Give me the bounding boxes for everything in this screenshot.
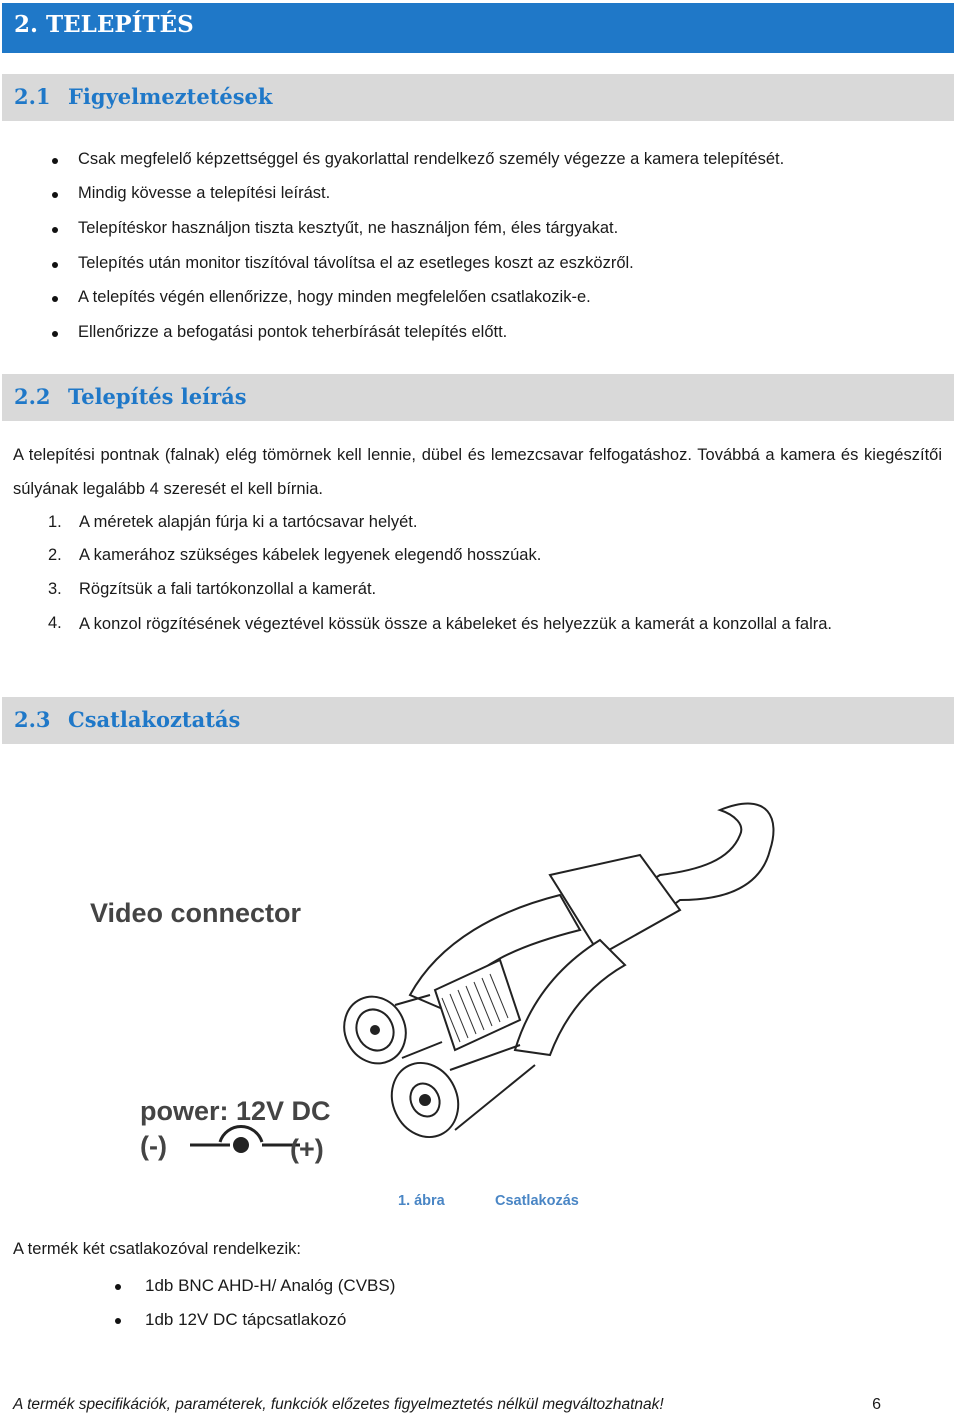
install-intro: A telepítési pontnak (falnak) elég tömörnek kell lennie, dübel és lemezcsavar felfogatáshoz. Továbbá a kamera és kiegészítői súlyának legalább 4 szeresét el kell bírnia.	[13, 446, 942, 498]
caption-title: Csatlakozás	[495, 1193, 579, 1209]
section-title: Telepítés leírás	[68, 384, 247, 409]
plus-label: (+)	[290, 1134, 324, 1164]
connector-illustration	[80, 780, 820, 1180]
bullet-icon	[52, 331, 58, 337]
bullet-icon	[52, 296, 58, 302]
section-heading-install	[2, 374, 954, 421]
section-number: 2.2	[14, 384, 51, 409]
list-item: Telepítés után monitor tiszítóval távolítsa el az esetleges koszt az eszközről.	[78, 254, 634, 273]
bullet-icon	[115, 1318, 121, 1324]
list-item: 1db 12V DC tápcsatlakozó	[145, 1310, 346, 1330]
chapter-heading	[2, 3, 954, 53]
section-number: 2.3	[14, 707, 51, 732]
power-label: power: 12V DC	[140, 1096, 331, 1126]
bullet-icon	[52, 262, 58, 268]
minus-label: (-)	[140, 1131, 167, 1161]
section-heading-warnings	[2, 74, 954, 121]
list-item: Telepítéskor használjon tiszta kesztyűt, ne használjon fém, éles tárgyakat.	[78, 219, 618, 238]
list-item: Mindig kövesse a telepítési leírást.	[78, 184, 330, 203]
figure-caption	[398, 1193, 579, 1209]
list-item: Ellenőrizze a befogatási pontok teherbírását telepítés előtt.	[78, 323, 507, 342]
connectors-intro: A termék két csatlakozóval rendelkezik:	[13, 1240, 301, 1258]
bullet-icon	[52, 192, 58, 198]
bullet-icon	[115, 1284, 121, 1290]
section-title: Figyelmeztetések	[68, 84, 273, 109]
list-item: Csak megfelelő képzettséggel és gyakorlattal rendelkező személy végezze a kamera telepítését.	[78, 150, 784, 169]
list-item: A telepítés végén ellenőrizze, hogy minden megfelelően csatlakozik-e.	[78, 288, 591, 307]
bullet-icon	[52, 158, 58, 164]
page-number: 6	[872, 1396, 881, 1413]
bullet-icon	[52, 227, 58, 233]
list-item: 1db BNC AHD-H/ Analóg (CVBS)	[145, 1276, 395, 1296]
footer-disclaimer: A termék specifikációk, paraméterek, funkciók előzetes figyelmeztetés nélkül megváltozhatnak!	[13, 1396, 664, 1413]
chapter-title: 2. TELEPÍTÉS	[14, 11, 194, 38]
section-title: Csatlakoztatás	[68, 707, 241, 732]
caption-number: 1. ábra	[398, 1193, 445, 1209]
section-heading-connection	[2, 697, 954, 744]
section-number: 2.1	[14, 84, 51, 109]
video-connector-label: Video connector	[90, 898, 302, 928]
